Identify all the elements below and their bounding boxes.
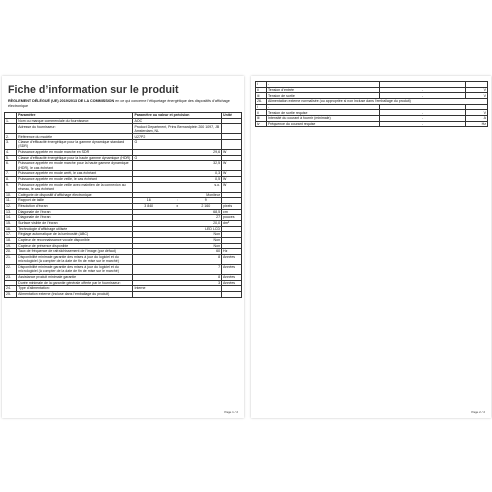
row-number: ii (256, 87, 267, 93)
row-parameter: Réglage automatique de la luminosité (ABC) (17, 232, 133, 238)
row-number: 7. (5, 171, 17, 177)
row-value: 27 (133, 215, 222, 221)
row-parameter: Résolution d’écran (17, 203, 133, 209)
row-value: 8 (133, 254, 222, 264)
row-unit: V (466, 110, 488, 116)
row-parameter: Puissance appelée en mode veille, le cas échéant (17, 176, 133, 182)
page-number: Page 1 / 2 (224, 410, 238, 414)
split-value (134, 204, 220, 208)
row-number: 25. (5, 291, 17, 297)
row-unit: W (222, 149, 242, 155)
row-value: 0,5 (133, 176, 222, 182)
product-info-table (4, 112, 242, 298)
row-number: ii (256, 110, 267, 116)
row-value: 29,6 (133, 149, 222, 155)
row-parameter: Alimentation externe normalisée (ou appropriée si non incluse dans l’emballage du produit) (267, 99, 488, 105)
row-value: 3 (133, 280, 222, 286)
row-value: Product Department, Prins Bernardplein 200 1097, JB Amsterdam, NL (133, 124, 222, 134)
row-parameter: Puissance appelée en mode marche pour la haute gamme dynamique (HDR), le cas échéant (17, 161, 133, 171)
row-parameter: Diagonale de l’écran (17, 215, 133, 221)
row-unit: Hz (466, 121, 488, 127)
row-value: 8 (133, 274, 222, 280)
row-unit (222, 124, 242, 134)
row-value: 60 (133, 249, 222, 255)
row-number: 8. (5, 176, 17, 182)
row-unit: cm (222, 209, 242, 215)
row-parameter: Adresse du fournisseur: (17, 124, 133, 134)
regulation-intro (8, 99, 238, 109)
row-parameter: Alimentation externe (incluse dans l’emballage du produit) (17, 291, 133, 297)
row-parameter: Puissance appelée en mode marche en SDR (17, 149, 133, 155)
row-parameter: Classe d’efficacité énergétique pour la haute gamme dynamique (HDR) (17, 155, 133, 161)
row-unit (222, 291, 242, 297)
row-parameter: Diagonale de l’écran (17, 209, 133, 215)
row-unit: Années (222, 254, 242, 264)
row-parameter: Intensité du courant à fournir (minimale) (267, 116, 380, 122)
row-value: Non (133, 243, 222, 249)
split-value-part: 2 160 (201, 204, 211, 209)
row-value: Non (133, 232, 222, 238)
table-row (5, 161, 242, 171)
row-unit: V (466, 93, 488, 99)
row-parameter: Référence du modèle (17, 134, 133, 140)
row-value: Moniteur (133, 192, 222, 198)
regulation-reference: RÈGLEMENT DÉLÉGUÉ (UE) 2019/2013 DE LA COMMISSION (8, 99, 115, 103)
regulation-description: en ce qui concerne l’étiquetage énergétique des dispositifs d’affichage électronique (8, 99, 230, 108)
row-number: i (256, 104, 267, 110)
row-value: - (380, 87, 466, 93)
row-value: 32,5 (133, 161, 222, 171)
row-value: - (380, 93, 466, 99)
row-number: 26. (256, 99, 267, 105)
split-value (134, 198, 220, 202)
row-number: 21. (5, 254, 17, 264)
row-parameter: Disponibilité minimale garantie des mises à jour du logiciel et du micrologiciel (à compter de la date de fin de mise sur le marché) (17, 264, 133, 274)
product-info-body (5, 118, 242, 297)
row-number: iii (256, 116, 267, 122)
row-number: 20. (5, 249, 17, 255)
row-value: - (380, 116, 466, 122)
row-number: 10. (5, 192, 17, 198)
row-number: 1. (5, 118, 17, 124)
row-parameter: - (267, 104, 380, 110)
row-value: G (133, 155, 222, 161)
row-number: i (256, 82, 267, 88)
row-number: iii (256, 93, 267, 99)
row-unit: W (222, 176, 242, 182)
row-value: U27P2 (133, 134, 222, 140)
row-unit: dm² (222, 220, 242, 226)
row-number: 18. (5, 237, 17, 243)
row-number: 6. (5, 161, 17, 171)
table-row (5, 264, 242, 274)
row-value: Non (133, 237, 222, 243)
row-unit: W (222, 161, 242, 171)
row-number: 3. (5, 139, 17, 149)
row-number: 12. (5, 203, 17, 209)
row-value (133, 203, 222, 209)
row-unit (222, 139, 242, 149)
row-number: 16. (5, 226, 17, 232)
document-page-1 (2, 76, 244, 418)
header-parameter: Paramètre (17, 113, 133, 119)
row-number: 23. (5, 274, 17, 280)
row-parameter: Capteur de reconnaissance vocale disponible (17, 237, 133, 243)
row-number: 14. (5, 215, 17, 221)
row-value: 20,0 (133, 220, 222, 226)
row-value: LED LCD (133, 226, 222, 232)
page-number: Page 2 / 2 (471, 410, 485, 414)
row-value: s.o. (133, 182, 222, 192)
row-value: Interne (133, 286, 222, 292)
table-row (5, 139, 242, 149)
split-value-part: : (176, 198, 178, 203)
row-number: 9. (5, 182, 17, 192)
split-value-part: 9 (204, 198, 207, 203)
table-row (5, 291, 242, 297)
row-value (133, 198, 222, 204)
row-value: 0,3 (133, 171, 222, 177)
row-unit: V (466, 87, 488, 93)
row-parameter: Tension de sortie requise (267, 110, 380, 116)
row-parameter: Rapport de taille (17, 198, 133, 204)
table-row (256, 121, 488, 127)
row-number: 24. (5, 286, 17, 292)
header-value: Paramètre ou valeur et précision (133, 113, 222, 119)
row-parameter: Tension d’entrée (267, 87, 380, 93)
row-unit: Années (222, 264, 242, 274)
split-value-part: 16 (146, 198, 151, 203)
row-parameter: Nom ou marque commerciale du fournisseur: (17, 118, 133, 124)
row-value: AOC (133, 118, 222, 124)
row-number: 13. (5, 209, 17, 215)
row-parameter: Assistance produit minimale garantie (17, 274, 133, 280)
row-parameter: Durée minimale de la garantie générale offerte par le fournisseur: (17, 280, 133, 286)
power-supply-table (255, 81, 488, 127)
row-parameter: Classe d’efficacité énergétique pour la gamme dynamique standard (SDR) (17, 139, 133, 149)
table-row (5, 182, 242, 192)
row-parameter: Type d’alimentation: (17, 286, 133, 292)
row-number: 22. (5, 264, 17, 274)
row-parameter: Puissance appelée en mode arrêt, le cas échéant (17, 171, 133, 177)
row-value: - (380, 110, 466, 116)
row-number: 19. (5, 243, 17, 249)
document-page-2 (251, 76, 491, 418)
row-unit: Hz (222, 249, 242, 255)
page-title: Fiche d’information sur le produit (8, 84, 179, 96)
power-supply-body (256, 82, 488, 127)
row-number: 11. (5, 198, 17, 204)
row-unit: pixels (222, 203, 242, 209)
row-number: 5. (5, 155, 17, 161)
row-number: 17. (5, 232, 17, 238)
row-unit: W (222, 182, 242, 192)
split-value-part: 3 840 (144, 204, 154, 209)
row-unit: Années (222, 274, 242, 280)
row-value: 7 (133, 264, 222, 274)
row-unit: W (222, 171, 242, 177)
row-parameter: Technologie d’affichage utilisée (17, 226, 133, 232)
row-value: - (380, 121, 466, 127)
header-unit: Unité (222, 113, 242, 119)
row-parameter: Disponibilité minimale garantie des mises à jour du logiciel et du micrologiciel (à compter de la date de fin de mise sur le marché) (17, 254, 133, 264)
row-parameter: Capteur de présence disponible (17, 243, 133, 249)
row-parameter: - (267, 82, 380, 88)
row-value: G (133, 139, 222, 149)
row-parameter: Tension de sortie (267, 93, 380, 99)
row-number: iv (256, 121, 267, 127)
row-parameter: Puissance appelée en mode veille avec maintien de la connexion au réseau, le cas échéant (17, 182, 133, 192)
table-row (5, 254, 242, 264)
row-number: 4. (5, 149, 17, 155)
row-parameter: Fréquence du courant requise (267, 121, 380, 127)
row-parameter: Taux de fréquence de rafraîchissement de l’image (par défaut) (17, 249, 133, 255)
row-unit: A (466, 116, 488, 122)
row-unit: pouces (222, 215, 242, 221)
table-row (5, 124, 242, 134)
row-number (5, 124, 17, 134)
row-unit: Années (222, 280, 242, 286)
row-number: 15. (5, 220, 17, 226)
split-value-part: x (176, 204, 179, 209)
row-parameter: Surface visible de l’écran (17, 220, 133, 226)
row-number: 2. (5, 134, 17, 140)
row-parameter: Catégorie de dispositif d’affichage électronique (17, 192, 133, 198)
row-value: 68,5 (133, 209, 222, 215)
row-value (133, 291, 222, 297)
